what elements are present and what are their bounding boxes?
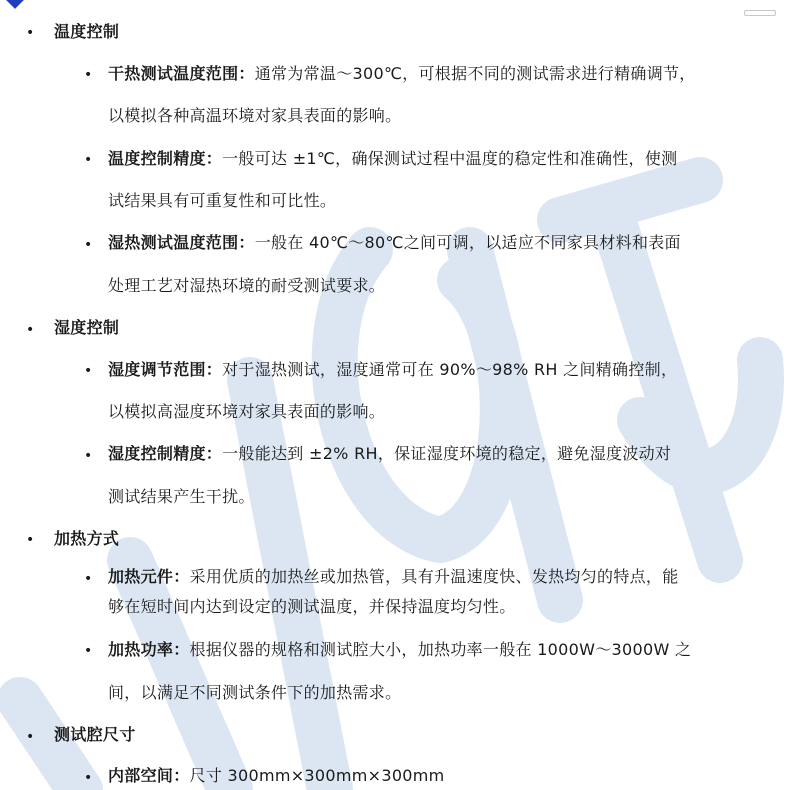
list-item-line <box>108 567 679 587</box>
corner-mark <box>744 10 776 16</box>
item-label: 湿热测试温度范围： <box>108 233 255 252</box>
bullet-icon: • <box>84 770 93 786</box>
list-item-line <box>108 444 671 464</box>
item-label: 湿度调节范围： <box>108 360 223 379</box>
bullet-icon: • <box>84 363 93 379</box>
item-text: 一般可达 ±1℃，确保测试过程中温度的稳定性和准确性，使测 <box>222 149 678 168</box>
bullet-icon: • <box>26 729 35 745</box>
bullet-icon: • <box>84 643 93 659</box>
item-label: 湿度控制精度： <box>108 444 223 463</box>
item-text: 一般在 40℃～80℃之间可调，以适应不同家具材料和表面 <box>254 233 681 252</box>
bullet-icon: • <box>26 532 35 548</box>
item-text: 对于湿热测试，湿度通常可在 90%～98% RH 之间精确控制， <box>222 360 678 379</box>
bullet-icon: • <box>84 67 93 83</box>
item-label: 加热元件： <box>108 567 190 586</box>
bullet-icon: • <box>84 571 93 587</box>
bullet-icon: • <box>84 152 93 168</box>
item-text-continued: 以模拟高湿度环境对家具表面的影响。 <box>108 402 386 421</box>
item-label: 内部空间： <box>108 766 190 785</box>
list-item-line <box>108 64 696 84</box>
bullet-icon: • <box>26 322 35 338</box>
item-text: 根据仪器的规格和测试腔大小，加热功率一般在 1000W～3000W 之 <box>189 640 692 659</box>
bullet-icon: • <box>84 448 93 464</box>
item-text-continued: 测试结果产生干扰。 <box>108 487 255 506</box>
list-item-line <box>108 149 677 169</box>
item-text-continued: 以模拟各种高温环境对家具表面的影响。 <box>108 106 402 125</box>
item-text-continued: 间，以满足不同测试条件下的加热需求。 <box>108 683 402 702</box>
section-heading: 测试腔尺寸 <box>54 725 136 744</box>
item-label: 温度控制精度： <box>108 149 223 168</box>
item-text-continued: 试结果具有可重复性和可比性。 <box>108 191 337 210</box>
item-text: 通常为常温～300℃，可根据不同的测试需求进行精确调节， <box>254 64 696 83</box>
section-heading: 加热方式 <box>54 529 120 548</box>
item-label: 加热功率： <box>108 640 190 659</box>
bullet-icon: • <box>26 25 35 41</box>
item-label: 干热测试温度范围： <box>108 64 255 83</box>
bullet-icon: • <box>84 237 93 253</box>
item-text-continued: 够在短时间内达到设定的测试温度，并保持温度均匀性。 <box>108 597 516 616</box>
list-item-line <box>108 766 445 786</box>
list-item-line <box>108 640 691 660</box>
item-text-continued: 处理工艺对湿热环境的耐受测试要求。 <box>108 276 386 295</box>
item-text: 一般能达到 ±2% RH，保证湿度环境的稳定，避免湿度波动对 <box>222 444 672 463</box>
item-text: 尺寸 300mm×300mm×300mm <box>189 766 445 785</box>
item-text: 采用优质的加热丝或加热管，具有升温速度快、发热均匀的特点，能 <box>189 567 679 586</box>
section-heading: 温度控制 <box>54 22 120 41</box>
section-heading: 湿度控制 <box>54 318 120 337</box>
list-item-line <box>108 233 681 253</box>
list-item-line <box>108 360 677 380</box>
